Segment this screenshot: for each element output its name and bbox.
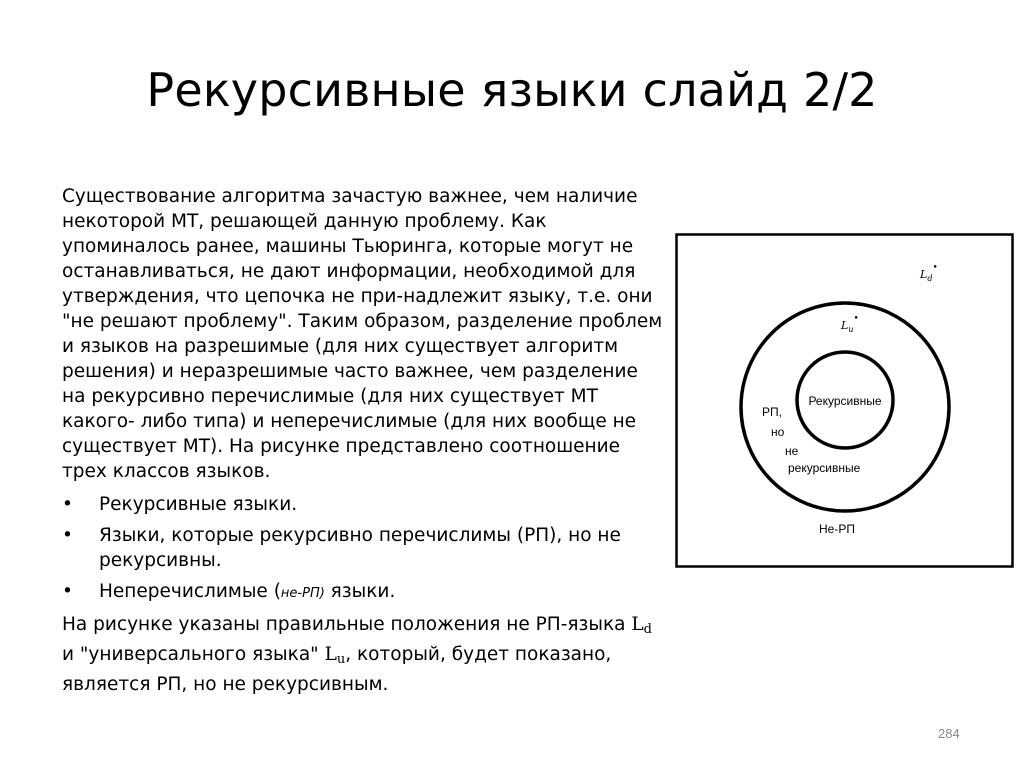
ld-subscript: d (643, 622, 652, 637)
lu-label: $L_u^•$ (841, 314, 859, 334)
middle-label-line-3: не (785, 444, 799, 458)
bullet-text-italic: не-РП) (280, 586, 325, 601)
closing-text-3: , который, будет показано, является РП, но не рекурсивным. (62, 644, 612, 695)
closing-text-1: На рисунке указаны правильные положения не РП-языка (62, 614, 632, 635)
middle-label-line-2: но (771, 425, 785, 439)
lu-subscript: u (336, 652, 346, 667)
bullet-item-recursive (62, 492, 667, 517)
middle-label-line-1: РП, (762, 405, 782, 419)
ld-label: $L_d^•$ (920, 263, 938, 283)
language-classes-diagram (675, 233, 1015, 569)
bullet-dot: • (62, 494, 73, 515)
page-number: 284 (938, 726, 960, 741)
bullet-text-start: Неперечислимые ( (99, 581, 281, 602)
closing-paragraph (62, 612, 667, 697)
bullet-item-non-re (62, 579, 667, 606)
closing-text-2: и "универсального языка" (62, 644, 325, 665)
bullet-dot: • (62, 581, 73, 602)
body-text (62, 184, 667, 697)
middle-label-line-4: рекурсивные (788, 461, 861, 475)
ld-symbol: L (631, 614, 644, 635)
bullet-text-end: языки. (324, 581, 396, 602)
bullet-text: Языки, которые рекурсивно перечислимы (РП), но не рекурсивны. (99, 525, 621, 571)
slide-title: Рекурсивные языки слайд 2/2 (146, 63, 878, 117)
bullet-item-re-not-recursive (62, 523, 667, 573)
bullet-text: Рекурсивные языки. (99, 494, 298, 515)
bullet-dot: • (62, 525, 73, 546)
bullet-list (62, 492, 667, 606)
inner-label: Рекурсивные (808, 394, 882, 408)
lu-symbol: L (324, 644, 337, 665)
outer-label: Не-РП (819, 522, 855, 536)
intro-paragraph: Существование алгоритма зачастую важнее, чем наличие некоторой МТ, решающей данную проблему. Как упоминалось ранее, машины Тьюринга, которые могут не останавливаться, не дают информации, необходимой для утверждения, что цепочка не при-надлежит языку, т.е. они "не решают проблему". Таким образом, разделение проблем и языков на разрешимые (для них существует алгоритм решения) и неразрешимые часто важнее, чем разделение на рекурсивно перечислимые (для них существует МТ какого- либо типа) и неперечислимые (для них вообще не существует МТ). На рисунке представлено соотношение трех классов языков. (62, 186, 663, 482)
